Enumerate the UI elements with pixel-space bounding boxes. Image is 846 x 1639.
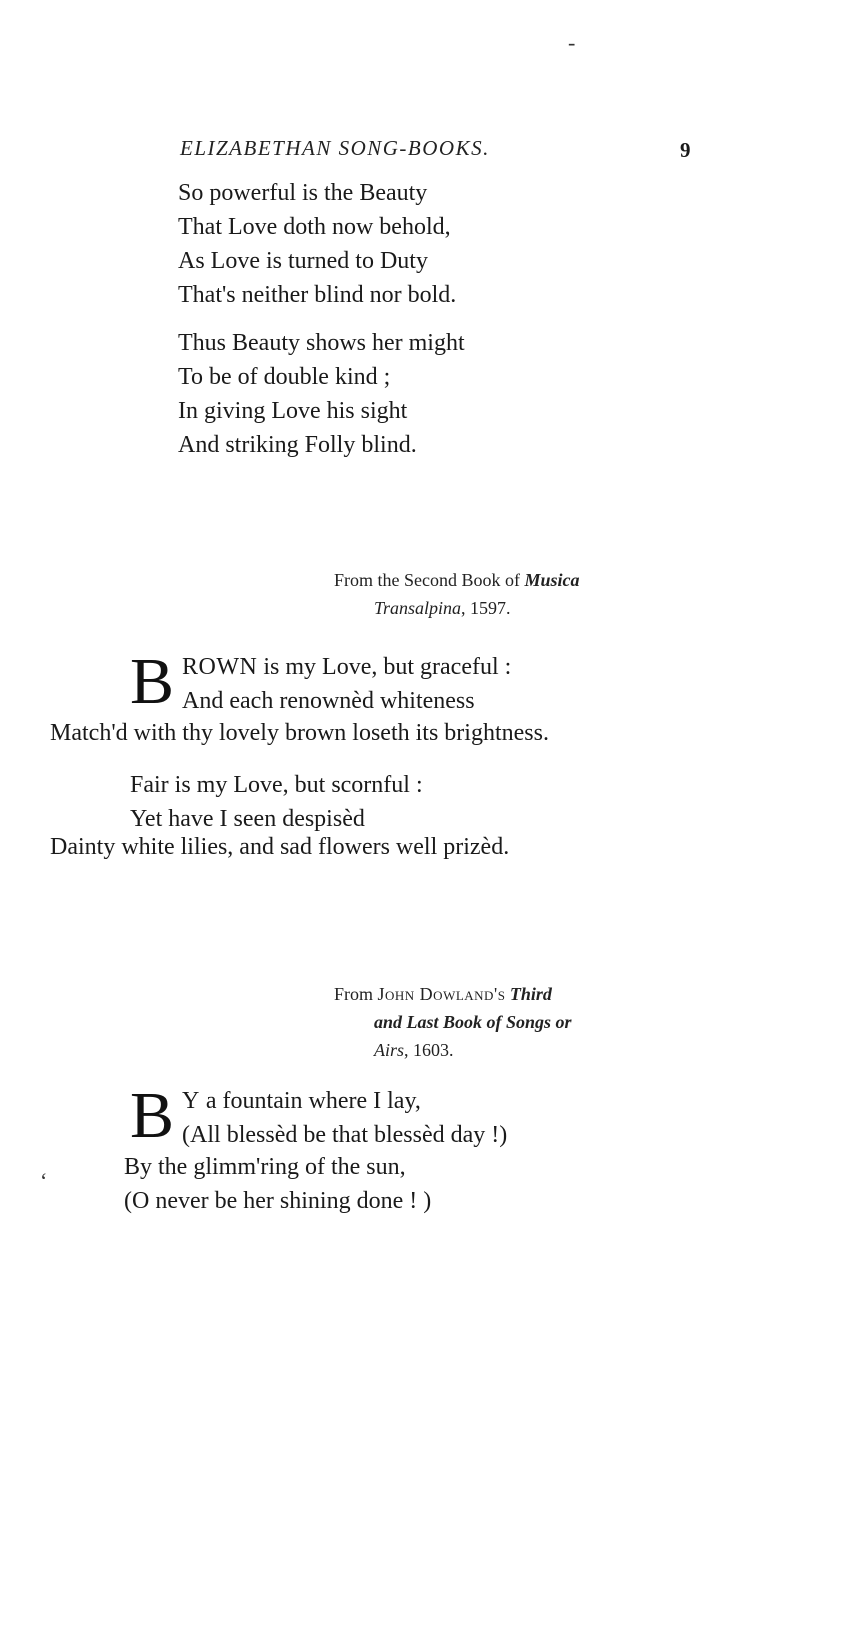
poem2-stanza1 [130, 645, 512, 718]
verse-line: Yet have I seen despisèd [130, 806, 365, 832]
verse-line: That's neither blind nor bold. [178, 282, 457, 308]
verse-line: (All blessèd be that blessèd day !) [182, 1122, 508, 1148]
poem2-stanza2 [130, 768, 423, 836]
source-title: Transalpina [374, 598, 462, 618]
verse-line: (O never be her shining done ! ) [124, 1188, 432, 1214]
poem3-stanza1 [130, 1079, 508, 1152]
verse-line: Match'd with thy lovely brown loseth its brightness. [50, 720, 549, 746]
verse-line: So powerful is the Beauty [178, 180, 428, 206]
source-title: and Last Book of Songs or [374, 1012, 572, 1032]
verse-line: By the glimm'ring of the sun, [124, 1154, 406, 1180]
poem1-stanza1 [178, 176, 456, 312]
source-title: Third [509, 984, 552, 1004]
verse-line: To be of double kind ; [178, 364, 391, 390]
source-year: , 1597. [461, 598, 511, 618]
source-prefix: From the Second Book of [334, 570, 520, 590]
drop-cap-letter: B [130, 645, 175, 718]
verse-line: a fountain where I lay, [199, 1088, 421, 1114]
poem1-stanza2 [178, 326, 465, 462]
source-title: Airs [374, 1040, 405, 1060]
verse-line: And striking Folly blind. [178, 432, 417, 458]
source-year: , 1603. [404, 1040, 454, 1060]
verse-line: In giving Love his sight [178, 398, 408, 424]
verse-line: And each renownèd whiteness [182, 688, 475, 714]
poem3-continuation [124, 1150, 431, 1218]
scan-speck: - [568, 30, 576, 55]
source-title: Musica [524, 570, 580, 590]
source-attribution-musica-transalpina [334, 566, 580, 622]
first-word-caps: ROWN [182, 654, 258, 680]
verse-line: Dainty white lilies, and sad flowers well prizèd. [50, 834, 510, 860]
first-word-caps: Y [182, 1088, 200, 1114]
verse-line: Thus Beauty shows her might [178, 330, 465, 356]
verse-line: Fair is my Love, but scornful : [130, 772, 423, 798]
verse-line: As Love is turned to Duty [178, 248, 428, 274]
verse-line: That Love doth now behold, [178, 214, 451, 240]
running-title: ELIZABETHAN SONG-BOOKS. [180, 136, 490, 160]
verse-line: is my Love, but graceful : [257, 654, 512, 680]
source-author: John Dowland's [377, 984, 506, 1004]
source-prefix: From [334, 984, 374, 1004]
page-number: 9 [680, 138, 691, 162]
margin-mark: ʻ [40, 1168, 48, 1193]
drop-cap-letter: B [130, 1079, 175, 1152]
source-attribution-dowland [334, 980, 572, 1064]
